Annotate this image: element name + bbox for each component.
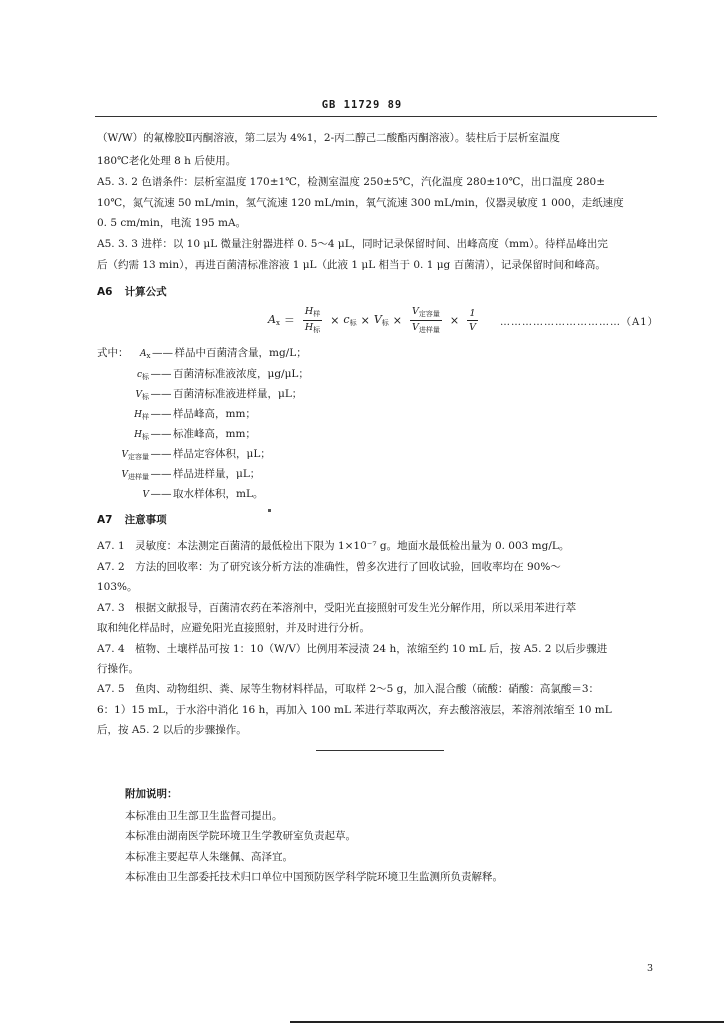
clause-a532-line2: 10℃，氮气流速 50 mL/min，氢气流速 120 mL/min，氧气流速 300 mL/min，仪器灵敏度 1 000，走纸速度 [97, 197, 624, 209]
section-title: 计算公式 [124, 286, 167, 298]
peak-height-ratio: $\frac{H_样}{H_标}$ [304, 305, 321, 334]
section-separator [316, 750, 444, 751]
clause-a533-line1 [97, 234, 657, 254]
page-number: 3 [647, 963, 654, 974]
inverse-volume: $\frac{1}{V}$ [469, 307, 476, 333]
volume-ratio: $\frac{V_{定容量}}{V_{进样量}}$ [411, 305, 440, 334]
clause-a532-line1 [97, 172, 657, 192]
section-number: A7 [97, 514, 113, 526]
clause-a73-line1: A7. 3 根据文献报导，百菌清农药在苯溶剂中，受阳光直接照射可发生光分解作用，所以采用苯进行萃 [97, 602, 577, 614]
legend-row-6: $V_{定容量}$ —— 样品定容体积，μL； [121, 448, 271, 461]
formula-v-std: $V_标$ [373, 312, 389, 327]
section-a6-heading [97, 284, 167, 299]
legend-row-4: $H_样$ —— 样品峰高，mm； [134, 408, 256, 421]
paragraph-line: 180℃老化处理 8 h 后使用。 [97, 155, 237, 167]
page-bottom-edge [290, 1021, 724, 1023]
note-line: 本标准由湖南医学院环境卫生学教研室负责起草。 [125, 830, 356, 842]
legend-row-2: $c_标$ —— 百菌清标准液浓度，μg/μL； [136, 368, 309, 381]
standard-code-header: GB 11729 89 [321, 99, 403, 111]
clause-a72-line2: 103%。 [97, 581, 138, 593]
equation-label: ……………………………（A1） [500, 317, 659, 328]
clause-a75-line3: 后，按 A5. 2 以后的步骤操作。 [97, 724, 247, 736]
clause-a74-line1: A7. 4 植物、土壤样品可按 1：10（W/V）比例用苯浸渍 24 h，浓缩至约 10 mL 后，按 A5. 2 以后步骤进 [97, 643, 608, 655]
section-number: A6 [97, 286, 113, 298]
clause-text: 色谱条件：层析室温度 170±1℃，检测室温度 250±5℃，汽化温度 280±10℃，出口温度 280± [141, 176, 605, 188]
legend-row-3: $V_标$ —— 百菌清标准液进样量，μL； [135, 388, 303, 401]
additional-notes-title: 附加说明： [125, 788, 178, 800]
clause-a71: A7. 1 灵敏度：本法测定百菌清的最低检出下限为 1×10⁻⁷ g。地面水最低检出量为 0. 003 mg/L。 [97, 540, 570, 552]
clause-a75-line2: 6：1）15 mL，于水浴中消化 16 h，再加入 100 mL 苯进行萃取两次，弃去酸溶液层，苯溶剂浓缩至 10 mL [97, 704, 612, 716]
legend-row-8: V —— 取水样体积，mL。 [142, 488, 264, 500]
clause-number: A5. 3. 2 [97, 176, 138, 188]
section-title: 注意事项 [124, 514, 167, 526]
formula-a1: $A_x$ ＝ $\frac{H_样}{H_标}$ × $c_标$ × $V_标$ × $\frac{V_{定容量}}{V_{进样量}}$ × $\frac{1}{V}$ [268, 305, 476, 334]
legend-row-7: $V_{进样量}$ —— 样品进样量，μL； [121, 468, 261, 481]
legend-intro: 式中： [97, 347, 129, 359]
legend-row-5: $H_标$ —— 标准峰高，mm； [134, 428, 256, 441]
legend-row-1: 式中： $A_x$ —— 样品中百菌清含量，mg/L； [97, 347, 307, 360]
clause-number: A5. 3. 3 [97, 238, 138, 250]
clause-a75-line1: A7. 5 鱼肉、动物组织、粪、尿等生物材料样品，可取样 2～5 g，加入混合酸（硫酸：硝酸：高氯酸＝3： [97, 683, 600, 695]
paragraph-line: （W/W）的氟橡胶Ⅱ丙酮溶液，第二层为 4%1，2-丙二醇己二酸酯丙酮溶液）。装柱后于层析室温度 [97, 132, 560, 144]
clause-text: 进样：以 10 μL 微量注射器进样 0. 5～4 μL，同时记录保留时间、出峰高度（mm）。待样品峰出完 [141, 238, 608, 250]
formula-c-std: $c_标$ [343, 312, 357, 327]
clause-a74-line2: 行操作。 [97, 663, 139, 675]
note-line: 本标准由卫生部卫生监督司提出。 [125, 810, 283, 822]
clause-a533-line2: 后（约需 13 min），再进百菌清标准溶液 1 μL（此液 1 μL 相当于 0. 1 μg 百菌清），记录保留时间和峰高。 [97, 259, 606, 271]
formula-lhs: $A_x$ [268, 313, 280, 327]
note-line: 本标准主要起草人朱继佩、高泽宜。 [125, 851, 293, 863]
clause-a72-line1: A7. 2 方法的回收率：为了研究该分析方法的准确性，曾多次进行了回收试验，回收率均在 90%～ [97, 561, 561, 573]
section-a7-heading [97, 512, 167, 527]
clause-a73-line2: 取和纯化样品时，应避免阳光直接照射，并及时进行分析。 [97, 622, 370, 634]
header-rule [95, 116, 657, 117]
clause-a532-line3: 0. 5 cm/min，电流 195 mA。 [97, 217, 247, 229]
note-line: 本标准由卫生部委托技术归口单位中国预防医学科学院环境卫生监测所负责解释。 [125, 871, 503, 883]
scan-speck [268, 509, 271, 512]
